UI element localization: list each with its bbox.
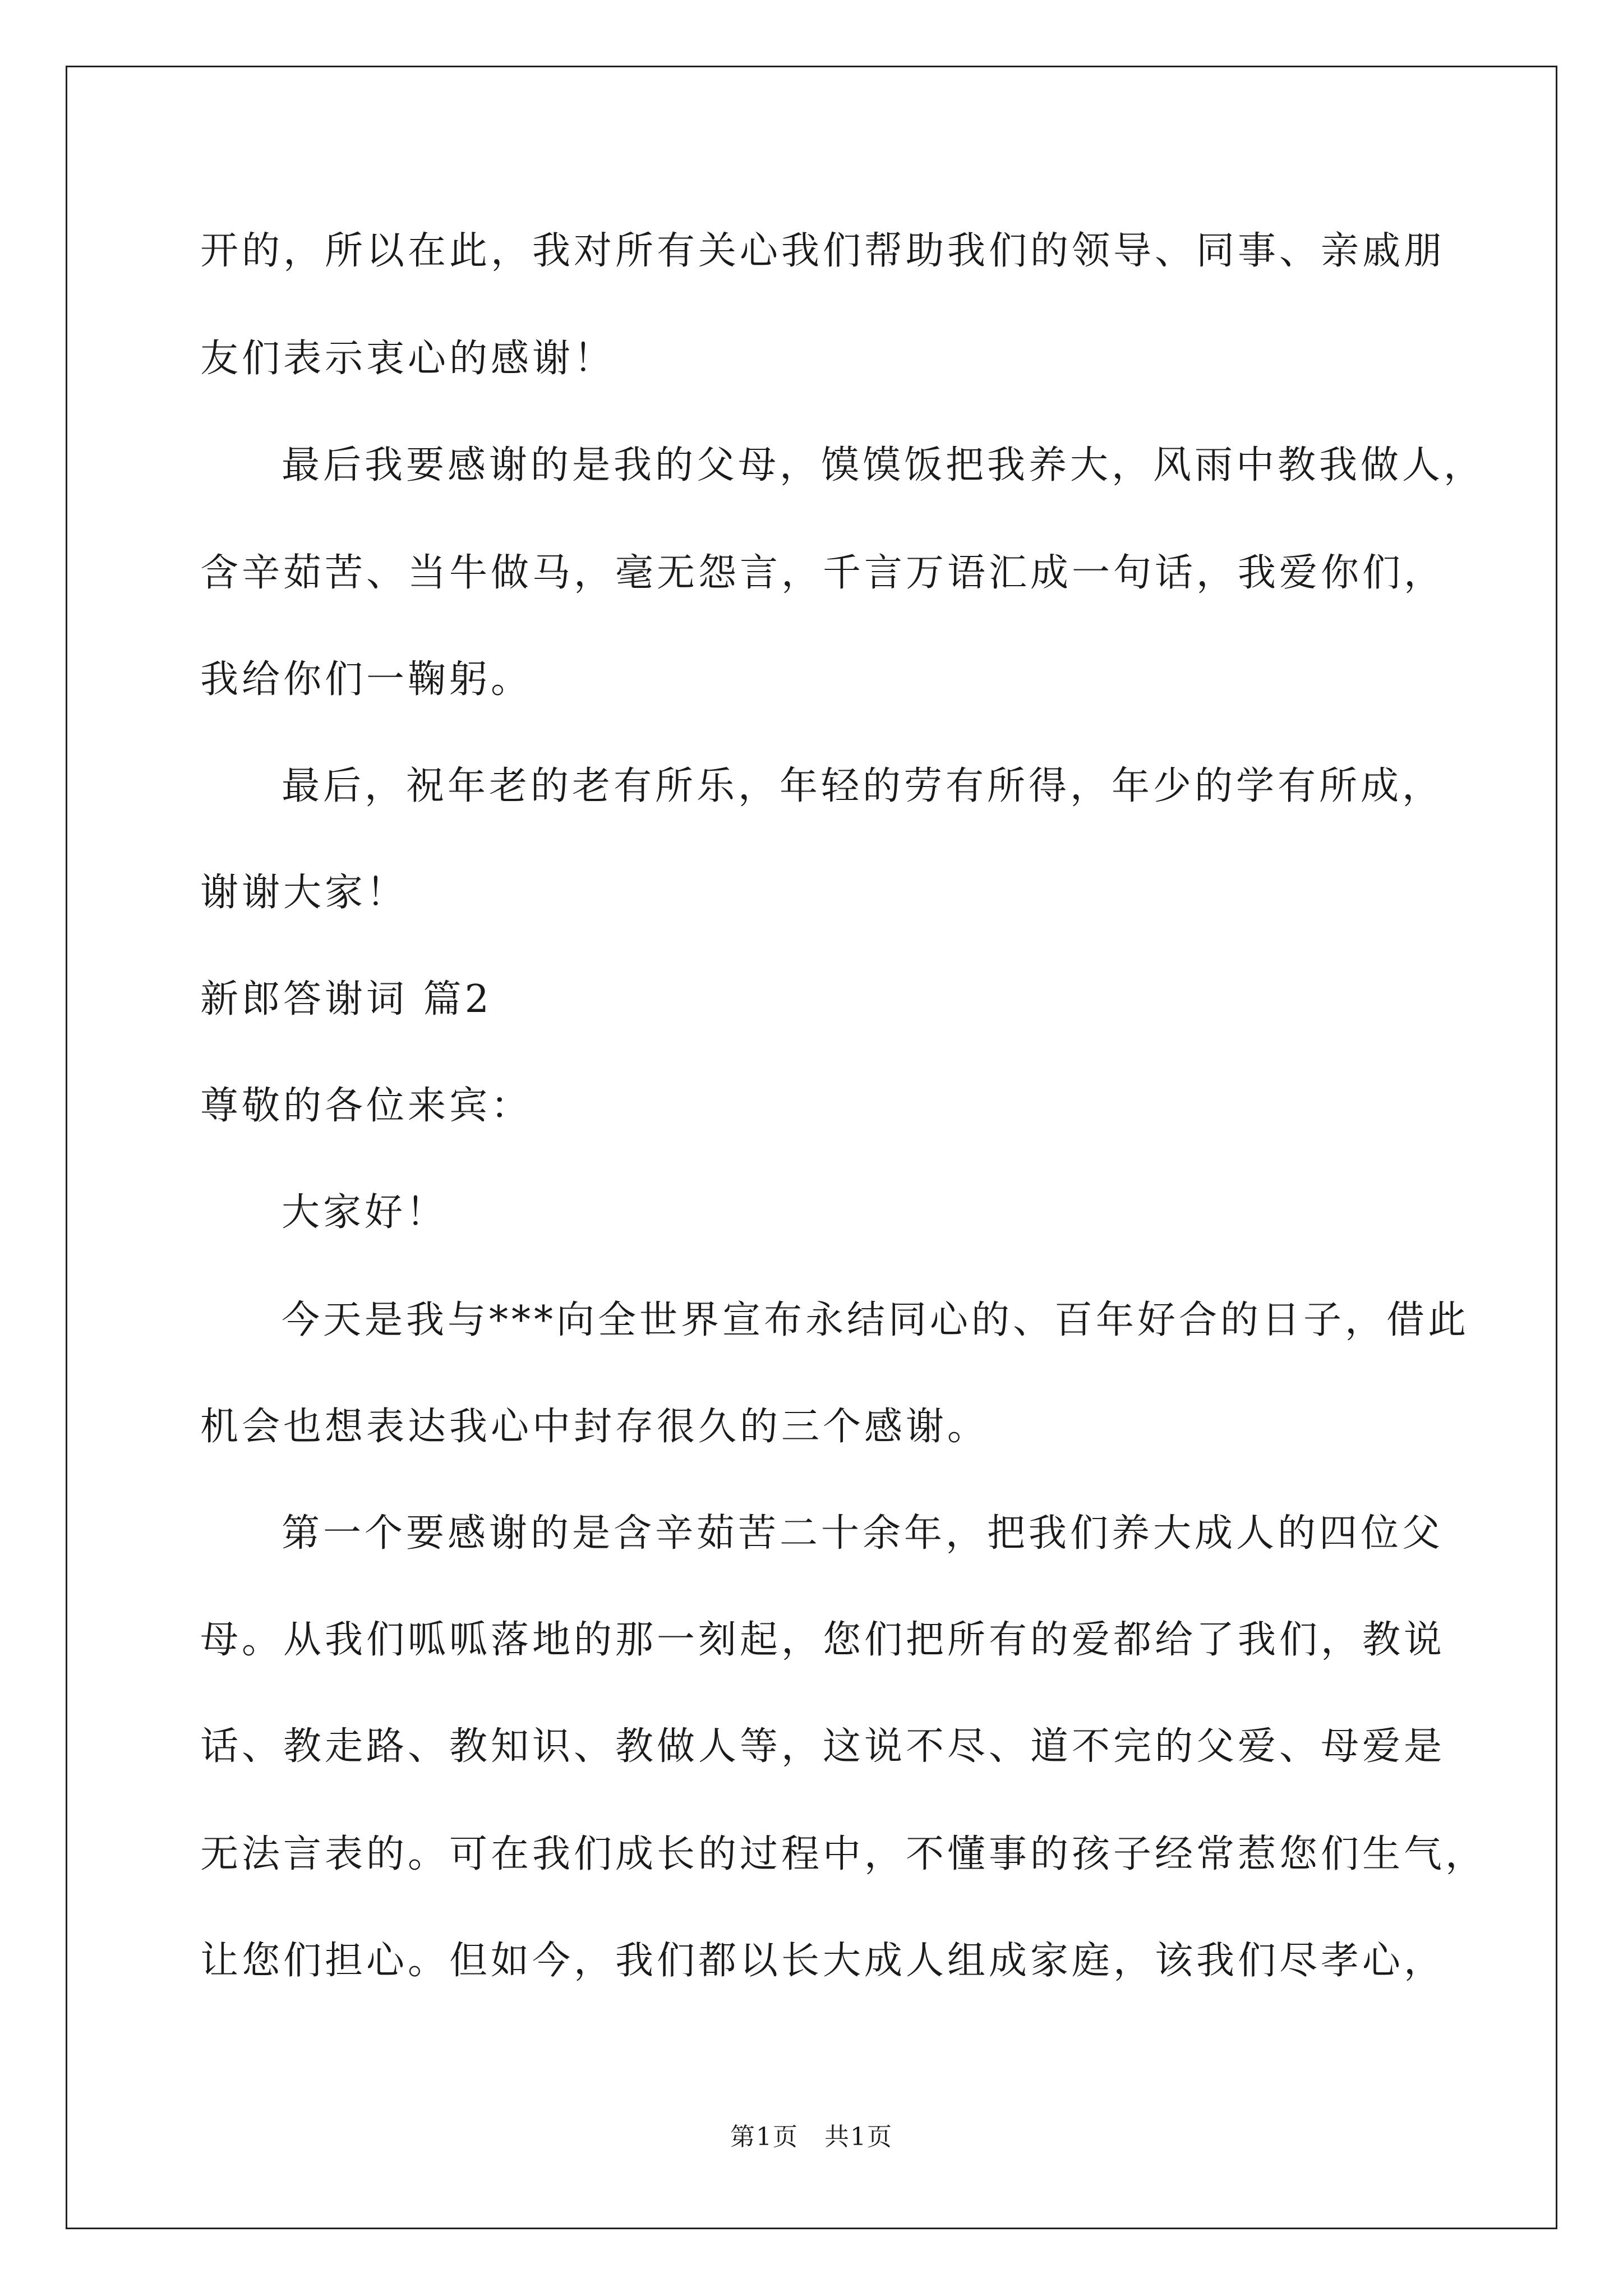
paragraph-line: 第一个要感谢的是含辛茹苦二十余年，把我们养大成人的四位父 bbox=[282, 1511, 1444, 1556]
paragraph-line: 无法言表的。可在我们成长的过程中，不懂事的孩子经常惹您们生气， bbox=[200, 1832, 1487, 1876]
paragraph-line: 让您们担心。但如今，我们都以长大成人组成家庭，该我们尽孝心， bbox=[200, 1939, 1446, 1983]
page-number-footer: 第1页 共1页 bbox=[730, 2123, 893, 2151]
paragraph-line: 话、教走路、教知识、教做人等，这说不尽、道不完的父爱、母爱是 bbox=[200, 1724, 1446, 1769]
paragraph-line: 友们表示衷心的感谢！ bbox=[200, 337, 616, 381]
paragraph-line: 今天是我与***向全世界宣布永结同心的、百年好合的日子，借此 bbox=[282, 1298, 1470, 1342]
paragraph-line: 含辛茹苦、当牛做马，毫无怨言，千言万语汇成一句话，我爱你们， bbox=[200, 551, 1446, 595]
paragraph-line: 母。从我们呱呱落地的那一刻起，您们把所有的爱都给了我们，教说 bbox=[200, 1618, 1446, 1662]
paragraph-line: 最后，祝年老的老有所乐，年轻的劳有所得，年少的学有所成， bbox=[282, 764, 1444, 808]
paragraph-line: 最后我要感谢的是我的父母，馍馍饭把我养大，风雨中教我做人， bbox=[282, 443, 1486, 487]
paragraph-line: 开的，所以在此，我对所有关心我们帮助我们的领导、同事、亲戚朋 bbox=[200, 229, 1446, 273]
paragraph-line: 机会也想表达我心中封存很久的三个感谢。 bbox=[200, 1405, 989, 1449]
salutation: 尊敬的各位来宾： bbox=[200, 1084, 533, 1128]
paragraph-line: 我给你们一鞠躬。 bbox=[200, 657, 533, 702]
paragraph-line: 谢谢大家！ bbox=[200, 871, 408, 915]
greeting: 大家好！ bbox=[282, 1190, 448, 1235]
page-border bbox=[66, 66, 1557, 2229]
section-heading: 新郎答谢词 篇2 bbox=[200, 977, 492, 1022]
